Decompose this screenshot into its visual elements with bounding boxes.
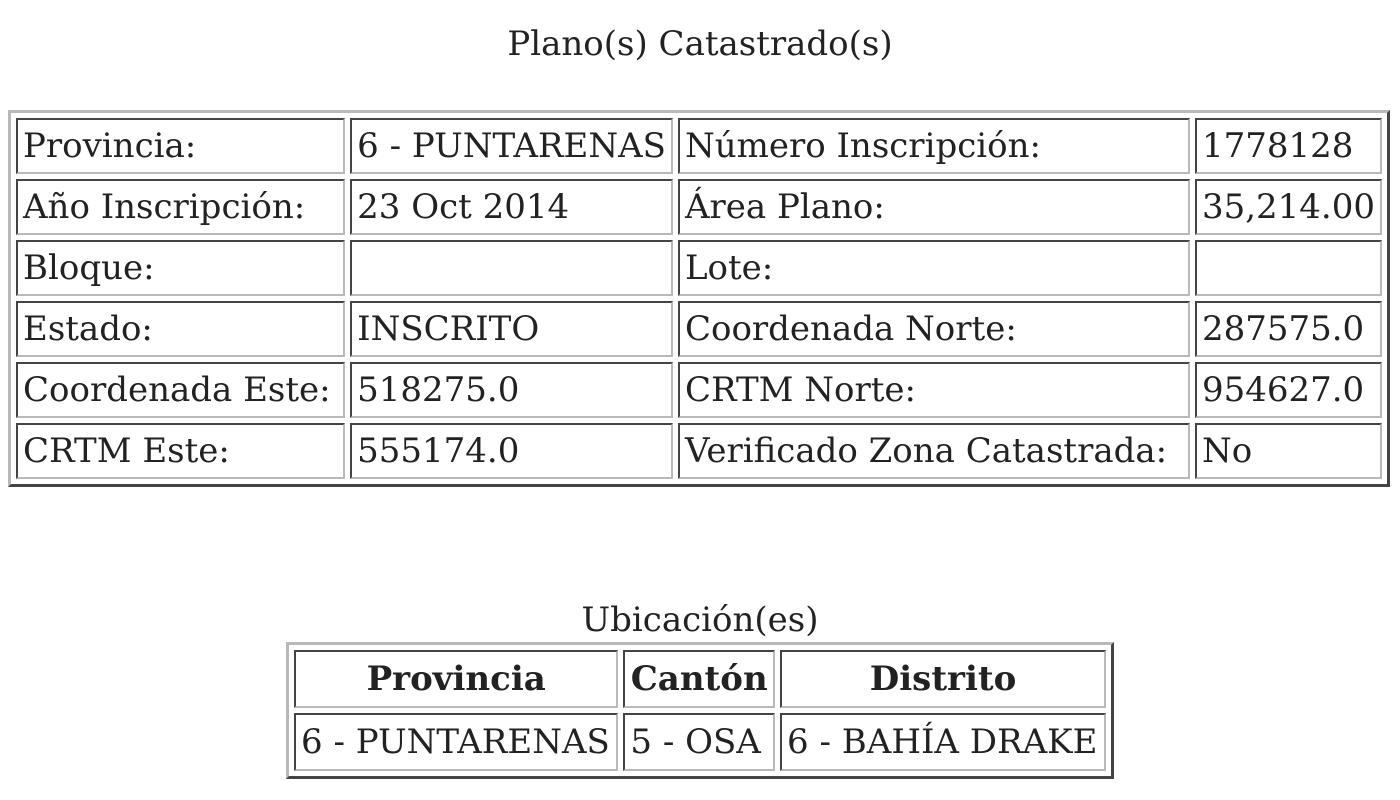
bloque-value <box>350 240 673 296</box>
numero-inscripcion-value: 1778128 <box>1195 118 1382 174</box>
table-row <box>294 713 1106 771</box>
table-row <box>16 301 1382 357</box>
crtm-este-label: CRTM Este: <box>16 423 345 479</box>
verificado-zona-value: No <box>1195 423 1382 479</box>
verificado-zona-label: Verificado Zona Catastrada: <box>678 423 1190 479</box>
crtm-norte-label: CRTM Norte: <box>678 362 1190 418</box>
bloque-label: Bloque: <box>16 240 345 296</box>
lote-value <box>1195 240 1382 296</box>
area-plano-label: Área Plano: <box>678 179 1190 235</box>
crtm-este-value: 555174.0 <box>350 423 673 479</box>
table-row <box>16 423 1382 479</box>
table-row <box>16 362 1382 418</box>
numero-inscripcion-label: Número Inscripción: <box>678 118 1190 174</box>
crtm-norte-value: 954627.0 <box>1195 362 1382 418</box>
coordenada-norte-value: 287575.0 <box>1195 301 1382 357</box>
ubicaciones-caption: Ubicación(es) <box>581 600 819 640</box>
ubicaciones-table <box>286 642 1114 779</box>
planos-caption: Plano(s) Catastrado(s) <box>507 24 893 64</box>
provincia-value: 6 - PUNTARENAS <box>350 118 673 174</box>
table-header-row <box>294 650 1106 708</box>
canton-header: Cantón <box>623 650 775 708</box>
estado-label: Estado: <box>16 301 345 357</box>
coordenada-norte-label: Coordenada Norte: <box>678 301 1190 357</box>
lote-label: Lote: <box>678 240 1190 296</box>
provincia-label: Provincia: <box>16 118 345 174</box>
ubicacion-canton: 5 - OSA <box>623 713 775 771</box>
table-row <box>16 118 1382 174</box>
area-plano-value: 35,214.00 <box>1195 179 1382 235</box>
table-row <box>16 240 1382 296</box>
coordenada-este-value: 518275.0 <box>350 362 673 418</box>
ubicacion-provincia: 6 - PUNTARENAS <box>294 713 618 771</box>
coordenada-este-label: Coordenada Este: <box>16 362 345 418</box>
ano-inscripcion-value: 23 Oct 2014 <box>350 179 673 235</box>
table-row <box>16 179 1382 235</box>
distrito-header: Distrito <box>780 650 1106 708</box>
estado-value: INSCRITO <box>350 301 673 357</box>
provincia-header: Provincia <box>294 650 618 708</box>
ano-inscripcion-label: Año Inscripción: <box>16 179 345 235</box>
planos-table <box>8 110 1390 487</box>
ubicacion-distrito: 6 - BAHÍA DRAKE <box>780 713 1106 771</box>
